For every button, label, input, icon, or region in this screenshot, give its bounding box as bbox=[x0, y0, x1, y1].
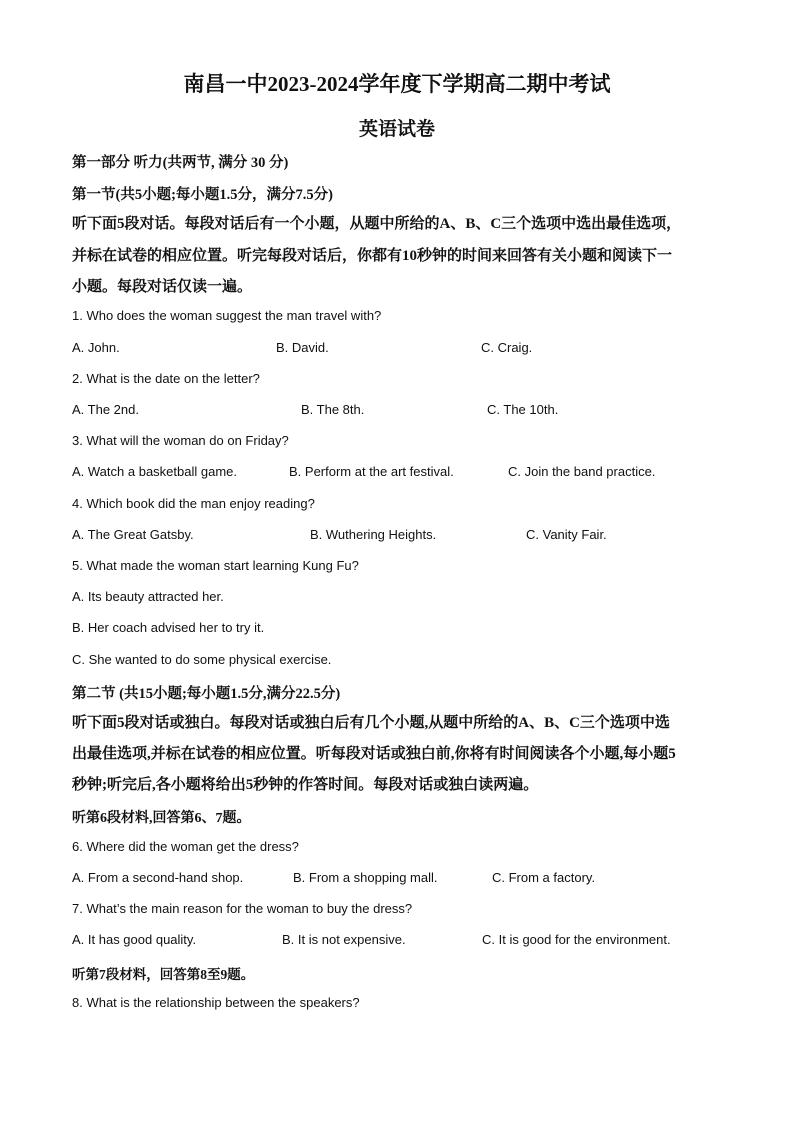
question-2-option-c: C. The 10th. bbox=[487, 402, 559, 417]
question-7-option-a: A. It has good quality. bbox=[72, 932, 197, 947]
section2-instructions-line-1: 听下面5段对话或独白。每段对话或独白后有几个小题,从题中所给的A、B、C三个选项中选 bbox=[72, 715, 670, 731]
part1-heading: 第一部分 听力(共两节, 满分 30 分) bbox=[72, 155, 289, 171]
question-7-option-b: B. It is not expensive. bbox=[282, 932, 406, 947]
question-1-option-b: B. David. bbox=[276, 340, 329, 355]
question-1-option-a: A. John. bbox=[72, 340, 120, 355]
section1-instructions-line-2: 并标在试卷的相应位置。听完每段对话后，你都有10秒钟的时间来回答有关小题和阅读下一 bbox=[72, 248, 673, 264]
question-2-option-a: A. The 2nd. bbox=[72, 402, 139, 417]
question-8: 8. What is the relationship between the speakers? bbox=[72, 995, 360, 1010]
exam-title: 南昌一中2023-2024学年度下学期高二期中考试 bbox=[183, 72, 611, 96]
question-7-option-c: C. It is good for the environment. bbox=[482, 932, 671, 947]
question-3: 3. What will the woman do on Friday? bbox=[72, 433, 289, 448]
question-5-option-c: C. She wanted to do some physical exercise. bbox=[72, 652, 332, 667]
question-7: 7. What’s the main reason for the woman to buy the dress? bbox=[72, 901, 413, 916]
group-6-heading: 听第6段材料,回答第6、7题。 bbox=[72, 811, 251, 826]
question-5-option-b: B. Her coach advised her to try it. bbox=[72, 620, 265, 635]
question-3-option-a: A. Watch a basketball game. bbox=[72, 464, 237, 479]
exam-subtitle: 英语试卷 bbox=[358, 119, 435, 140]
question-4-option-a: A. The Great Gatsby. bbox=[72, 527, 194, 542]
section2-heading: 第二节 (共15小题;每小题1.5分,满分22.5分) bbox=[72, 686, 341, 702]
question-1: 1. Who does the woman suggest the man travel with? bbox=[72, 308, 382, 323]
section1-instructions-line-3: 小题。每段对话仅读一遍。 bbox=[72, 279, 253, 295]
section2-instructions-line-3: 秒钟;听完后,各小题将给出5秒钟的作答时间。每段对话或独白读两遍。 bbox=[72, 777, 539, 793]
question-6-option-b: B. From a shopping mall. bbox=[293, 870, 438, 885]
question-2-option-b: B. The 8th. bbox=[301, 402, 365, 417]
question-3-option-c: C. Join the band practice. bbox=[508, 464, 656, 479]
question-5: 5. What made the woman start learning Kung Fu? bbox=[72, 558, 359, 573]
question-6: 6. Where did the woman get the dress? bbox=[72, 839, 299, 854]
group-7-heading: 听第7段材料，回答第8至9题。 bbox=[72, 967, 255, 982]
section1-heading: 第一节(共5小题;每小题1.5分，满分7.5分) bbox=[72, 187, 333, 203]
question-5-option-a: A. Its beauty attracted her. bbox=[72, 589, 224, 604]
question-4: 4. Which book did the man enjoy reading? bbox=[72, 496, 315, 511]
section1-instructions-line-1: 听下面5段对话。每段对话后有一个小题，从题中所给的A、B、C三个选项中选出最佳选项， bbox=[72, 216, 682, 232]
question-6-option-c: C. From a factory. bbox=[492, 870, 596, 885]
question-4-option-c: C. Vanity Fair. bbox=[526, 527, 607, 542]
section2-instructions-line-2: 出最佳选项,并标在试卷的相应位置。听每段对话或独白前,你将有时间阅读各个小题,每小题5 bbox=[72, 746, 676, 762]
question-2: 2. What is the date on the letter? bbox=[72, 371, 260, 386]
question-4-option-b: B. Wuthering Heights. bbox=[310, 527, 437, 542]
question-3-option-b: B. Perform at the art festival. bbox=[289, 464, 454, 479]
question-1-option-c: C. Craig. bbox=[481, 340, 533, 355]
question-6-option-a: A. From a second-hand shop. bbox=[72, 870, 244, 885]
